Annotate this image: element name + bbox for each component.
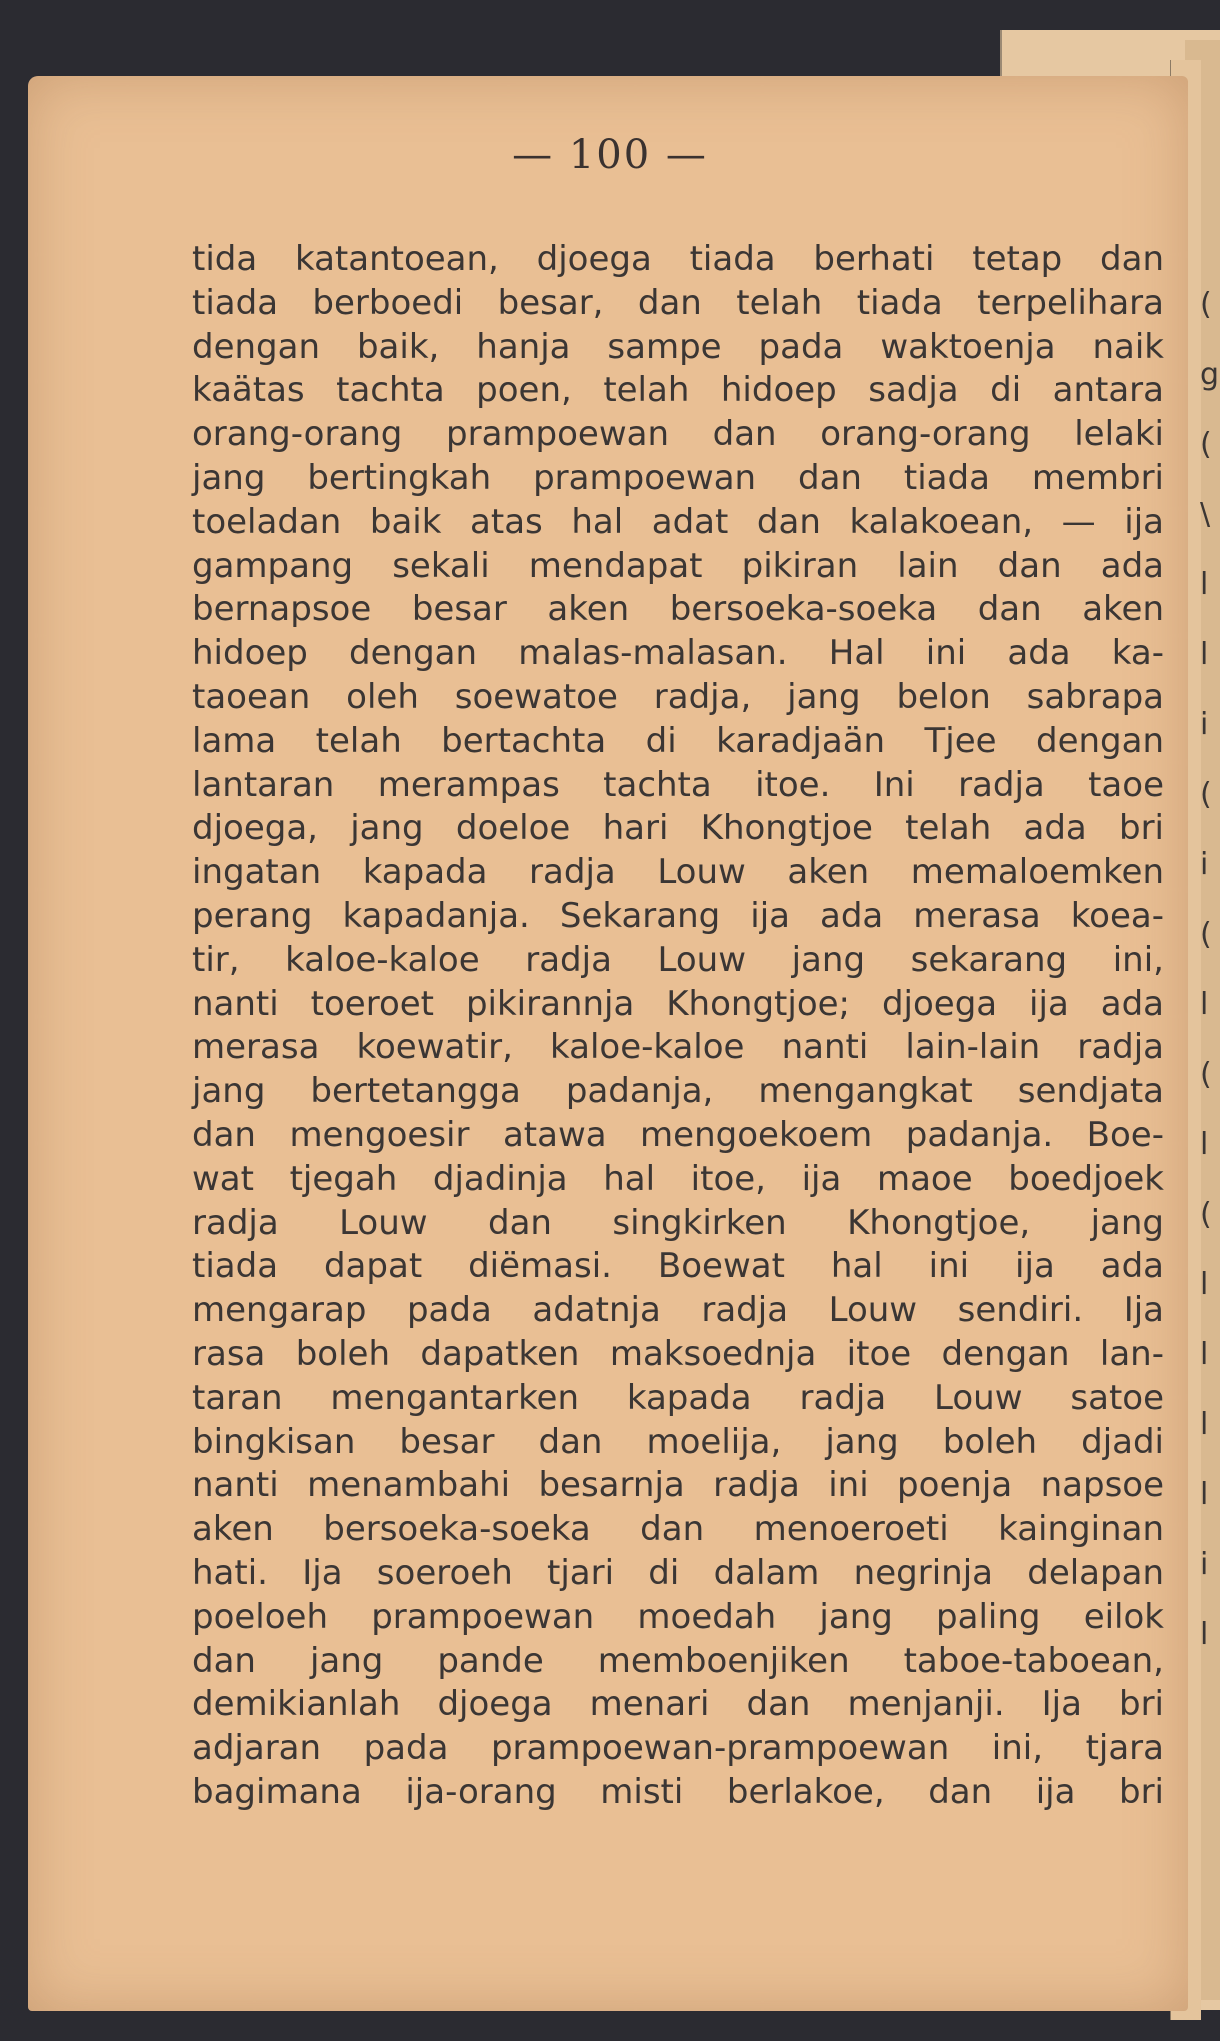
edge-mark: ( — [1200, 287, 1212, 322]
text-line: dan jang pande memboenjiken taboe-taboean, — [192, 1640, 1164, 1681]
text-line: aken bersoeka-soeka dan menoeroeti kainginan — [192, 1509, 1164, 1550]
text-line: perang kapadanja. Sekarang ija ada merasa koea- — [192, 895, 1164, 936]
text-line: jang bertingkah prampoewan dan tiada membri — [192, 457, 1164, 498]
edge-mark: l — [1200, 567, 1209, 602]
edge-mark: l — [1200, 1127, 1209, 1162]
text-line: merasa koewatir, kaloe-kaloe nanti lain-lain radja — [192, 1027, 1164, 1068]
edge-mark: \ — [1200, 497, 1211, 532]
text-line: radja Louw dan singkirken Khongtjoe, jang — [192, 1202, 1164, 1243]
text-line: tida katantoean, djoega tiada berhati tetap dan — [192, 239, 1164, 279]
text-line: jang bertetangga padanja, mengangkat sendjata — [192, 1071, 1164, 1112]
text-line: hati. Ija soeroeh tjari di dalam negrinja delapan — [192, 1552, 1164, 1593]
edge-mark: l — [1200, 1617, 1209, 1652]
edge-mark: i — [1200, 707, 1209, 742]
edge-mark: ( — [1200, 1057, 1212, 1092]
edge-mark: l — [1200, 1477, 1209, 1512]
text-line: bernapsoe besar aken bersoeka-soeka dan aken — [192, 589, 1164, 630]
text-line: wat tjegah djadinja hal itoe, ija maoe boedjoek — [192, 1158, 1164, 1199]
text-line: ingatan kapada radja Louw aken memaloemken — [192, 852, 1164, 893]
edge-mark: ( — [1200, 1197, 1212, 1232]
text-line: toeladan baik atas hal adat dan kalakoean, — ija — [192, 501, 1164, 542]
text-line: mengarap pada adatnja radja Louw sendiri. Ija — [192, 1290, 1164, 1331]
text-line: gampang sekali mendapat pikiran lain dan ada — [192, 545, 1164, 586]
text-line: lama telah bertachta di karadjaän Tjee dengan — [192, 720, 1164, 761]
edge-mark: i — [1200, 1547, 1209, 1582]
text-line: rasa boleh dapatken maksoednja itoe dengan lan- — [192, 1333, 1164, 1374]
text-line: nanti menambahi besarnja radja ini poenja napsoe — [192, 1465, 1164, 1506]
text-line: dan mengoesir atawa mengoekoem padanja. Boe- — [192, 1114, 1164, 1155]
adjacent-page-edge-text — [1200, 270, 1219, 1670]
text-line: tiada berboedi besar, dan telah tiada terpelihara — [192, 282, 1164, 323]
text-line: taoean oleh soewatoe radja, jang belon sabrapa — [192, 676, 1164, 717]
text-line: bagimana ija-orang misti berlakoe, dan ija bri — [192, 1771, 1164, 1812]
edge-mark: ( — [1200, 777, 1212, 812]
text-line: taran mengantarken kapada radja Louw satoe — [192, 1377, 1164, 1418]
edge-mark: l — [1200, 1267, 1209, 1302]
body-text — [192, 238, 1164, 1815]
text-line: tir, kaloe-kaloe radja Louw jang sekarang ini, — [192, 939, 1164, 980]
edge-mark: l — [1200, 987, 1209, 1022]
text-line: demikianlah djoega menari dan menjanji. Ija bri — [192, 1684, 1164, 1725]
edge-mark: l — [1200, 637, 1209, 672]
edge-mark: g — [1200, 357, 1220, 392]
edge-mark: l — [1200, 1337, 1209, 1372]
text-line: adjaran pada prampoewan-prampoewan ini, tjara — [192, 1728, 1164, 1769]
text-line: tiada dapat diëmasi. Boewat hal ini ija ada — [192, 1246, 1164, 1287]
text-line: kaätas tachta poen, telah hidoep sadja di antara — [192, 370, 1164, 411]
text-line: lantaran merampas tachta itoe. Ini radja taoe — [192, 764, 1164, 805]
edge-mark: l — [1200, 1407, 1209, 1442]
text-line: bingkisan besar dan moelija, jang boleh djadi — [192, 1421, 1164, 1462]
edge-mark: i — [1200, 847, 1209, 882]
text-line: djoega, jang doeloe hari Khongtjoe telah ada bri — [192, 808, 1164, 849]
text-line: poeloeh prampoewan moedah jang paling eilok — [192, 1596, 1164, 1637]
text-line: nanti toeroet pikirannja Khongtjoe; djoega ija ada — [192, 983, 1164, 1024]
text-line: dengan baik, hanja sampe pada waktoenja naik — [192, 326, 1164, 367]
text-line: hidoep dengan malas-malasan. Hal ini ada ka- — [192, 633, 1164, 674]
edge-mark: ( — [1200, 427, 1212, 462]
page-number: — 100 — — [512, 132, 708, 178]
edge-mark: ( — [1200, 917, 1212, 952]
text-line: orang-orang prampoewan dan orang-orang lelaki — [192, 414, 1164, 455]
